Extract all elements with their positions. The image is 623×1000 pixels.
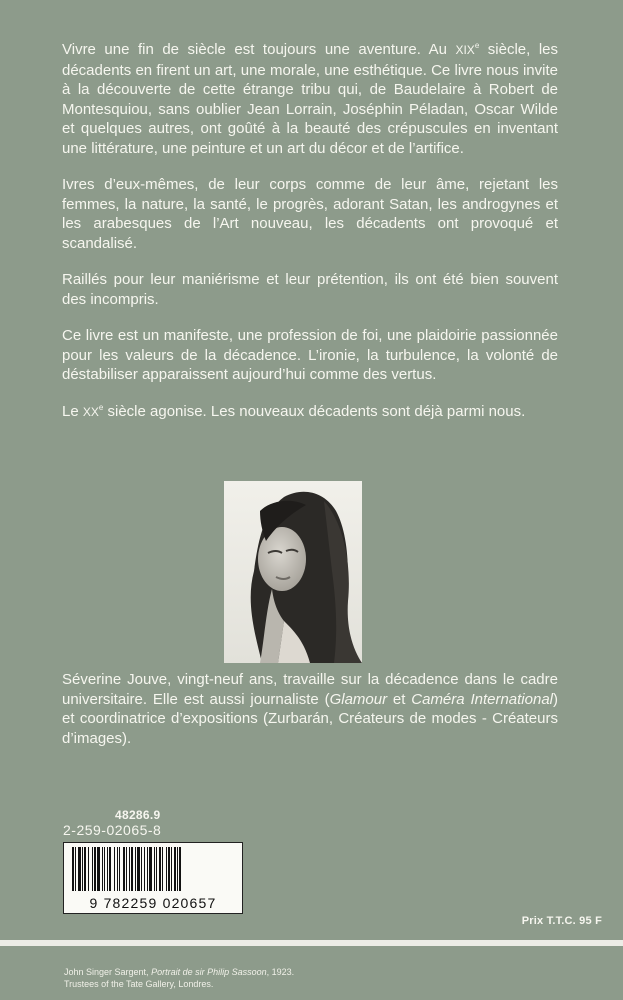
barcode-bar — [126, 847, 127, 891]
paragraph-1-segment: XIX — [455, 43, 475, 57]
bio-text-2: et — [387, 690, 412, 708]
barcode-bar — [123, 847, 125, 891]
barcode-bar — [75, 847, 76, 891]
barcode-bar — [162, 847, 163, 891]
reference-code: 48286.9 — [115, 808, 161, 822]
paragraph-1 — [62, 40, 558, 158]
back-cover-text — [62, 40, 558, 422]
barcode-bar — [179, 847, 181, 891]
paragraph-4-segment: Ce livre est un manifeste, une profession de foi, une plaidoirie passionnée pour les valeurs de la décadence. L’ironie, la turbulence, la volonté de déstabiliser apparaissent aujourd’hui comme des vertus. — [62, 327, 558, 383]
paragraph-1-segment: Vivre une fin de siècle est toujours une aventure. Au — [62, 41, 456, 58]
barcode-bar — [82, 847, 83, 891]
credit-line-2: Trustees of the Tate Gallery, Londres. — [64, 979, 214, 989]
author-bio — [62, 670, 558, 748]
barcode-bar — [159, 847, 161, 891]
bio-text-1: Séverine Jouve, vingt-neuf ans, travaille sur la décadence dans le cadre universitaire. Elle est aussi journaliste ( — [62, 671, 558, 708]
barcode-bar — [156, 847, 157, 891]
barcode-bar — [129, 847, 130, 891]
isbn-number: 2-259-02065-8 — [63, 822, 162, 838]
paragraph-5-segment: Le — [62, 402, 83, 420]
barcode-bars — [68, 847, 238, 891]
barcode-bar — [137, 847, 140, 891]
barcode-bar — [154, 847, 155, 891]
barcode-bar — [144, 847, 145, 891]
barcode-bar — [84, 847, 86, 891]
credit-year: , 1923. — [266, 967, 295, 977]
barcode-bar — [117, 847, 118, 891]
paragraph-5-segment: e — [98, 402, 104, 412]
barcode-bar — [135, 847, 136, 891]
paragraph-2 — [62, 175, 558, 253]
barcode-bar — [166, 847, 167, 891]
barcode-bar — [149, 847, 152, 891]
barcode-bar — [174, 847, 176, 891]
paragraph-4 — [62, 326, 558, 385]
author-photo — [224, 481, 362, 663]
paragraph-2-segment: Ivres d’eux-mêmes, de leur corps comme de leur âme, rejetant les femmes, la nature, la santé, le progrès, adorant Satan, les androgynes et les arabesques de l’Art nouveau, les décadents ont provoqué et scandalisé. — [62, 176, 558, 252]
barcode-bar — [119, 847, 120, 891]
paragraph-5 — [62, 402, 558, 423]
cover-credit — [64, 966, 294, 990]
paragraph-1-segment: siècle, les décadents en firent un art, une morale, une esthétique. Ce livre nous invite à la découverte de cette étrange tribu qui, de Baudelaire à Robert de Montesquiou, sans oublier Jean Lorrain, Joséphin Péladan, Oscar Wilde et quelques autres, ont goûté à la beauté des crépuscules en inventant une littérature, une peinture et un art du décor et de l’artifice. — [62, 41, 558, 157]
ean-number: 9 782259 020657 — [89, 895, 217, 911]
paragraph-3 — [62, 270, 558, 309]
paragraph-3-segment: Raillés pour leur maniérisme et leur prétention, ils ont été bien souvent des incompris. — [62, 271, 558, 308]
bio-magazine-glamour: Glamour — [329, 690, 388, 708]
bio-text-3: ) et coordinatrice d’expositions (Zurbarán, Créateurs de modes - Créateurs d’images). — [62, 690, 558, 747]
barcode-bar — [104, 847, 105, 891]
paragraph-5-segment: XX — [82, 404, 99, 419]
barcode-bar — [109, 847, 111, 891]
credit-artist: John Singer Sargent, — [64, 967, 152, 977]
barcode-bar — [107, 847, 108, 891]
paragraph-5-segment: siècle agonise. Les nouveaux décadents sont déjà parmi nous. — [103, 402, 526, 420]
paragraph-1-segment: e — [474, 41, 480, 50]
barcode-bar — [97, 847, 100, 891]
barcode-bar — [72, 847, 74, 891]
price-label: Prix T.T.C. 95 F — [521, 915, 602, 927]
barcode-bar — [88, 847, 89, 891]
barcode-bar — [94, 847, 96, 891]
barcode-bar — [168, 847, 170, 891]
barcode-bar — [141, 847, 142, 891]
barcode-bar — [171, 847, 172, 891]
barcode-bar — [92, 847, 93, 891]
barcode-bar — [114, 847, 115, 891]
bio-magazine-camera: Caméra International — [411, 690, 553, 708]
credit-line-1 — [64, 966, 294, 978]
barcode-bar — [177, 847, 178, 891]
divider-band — [0, 940, 623, 946]
barcode-bar — [131, 847, 133, 891]
barcode-bar — [147, 847, 148, 891]
barcode-bar — [102, 847, 103, 891]
barcode-bar — [78, 847, 81, 891]
credit-title: Portrait de sir Philip Sassoon — [151, 967, 267, 977]
barcode — [63, 842, 243, 914]
